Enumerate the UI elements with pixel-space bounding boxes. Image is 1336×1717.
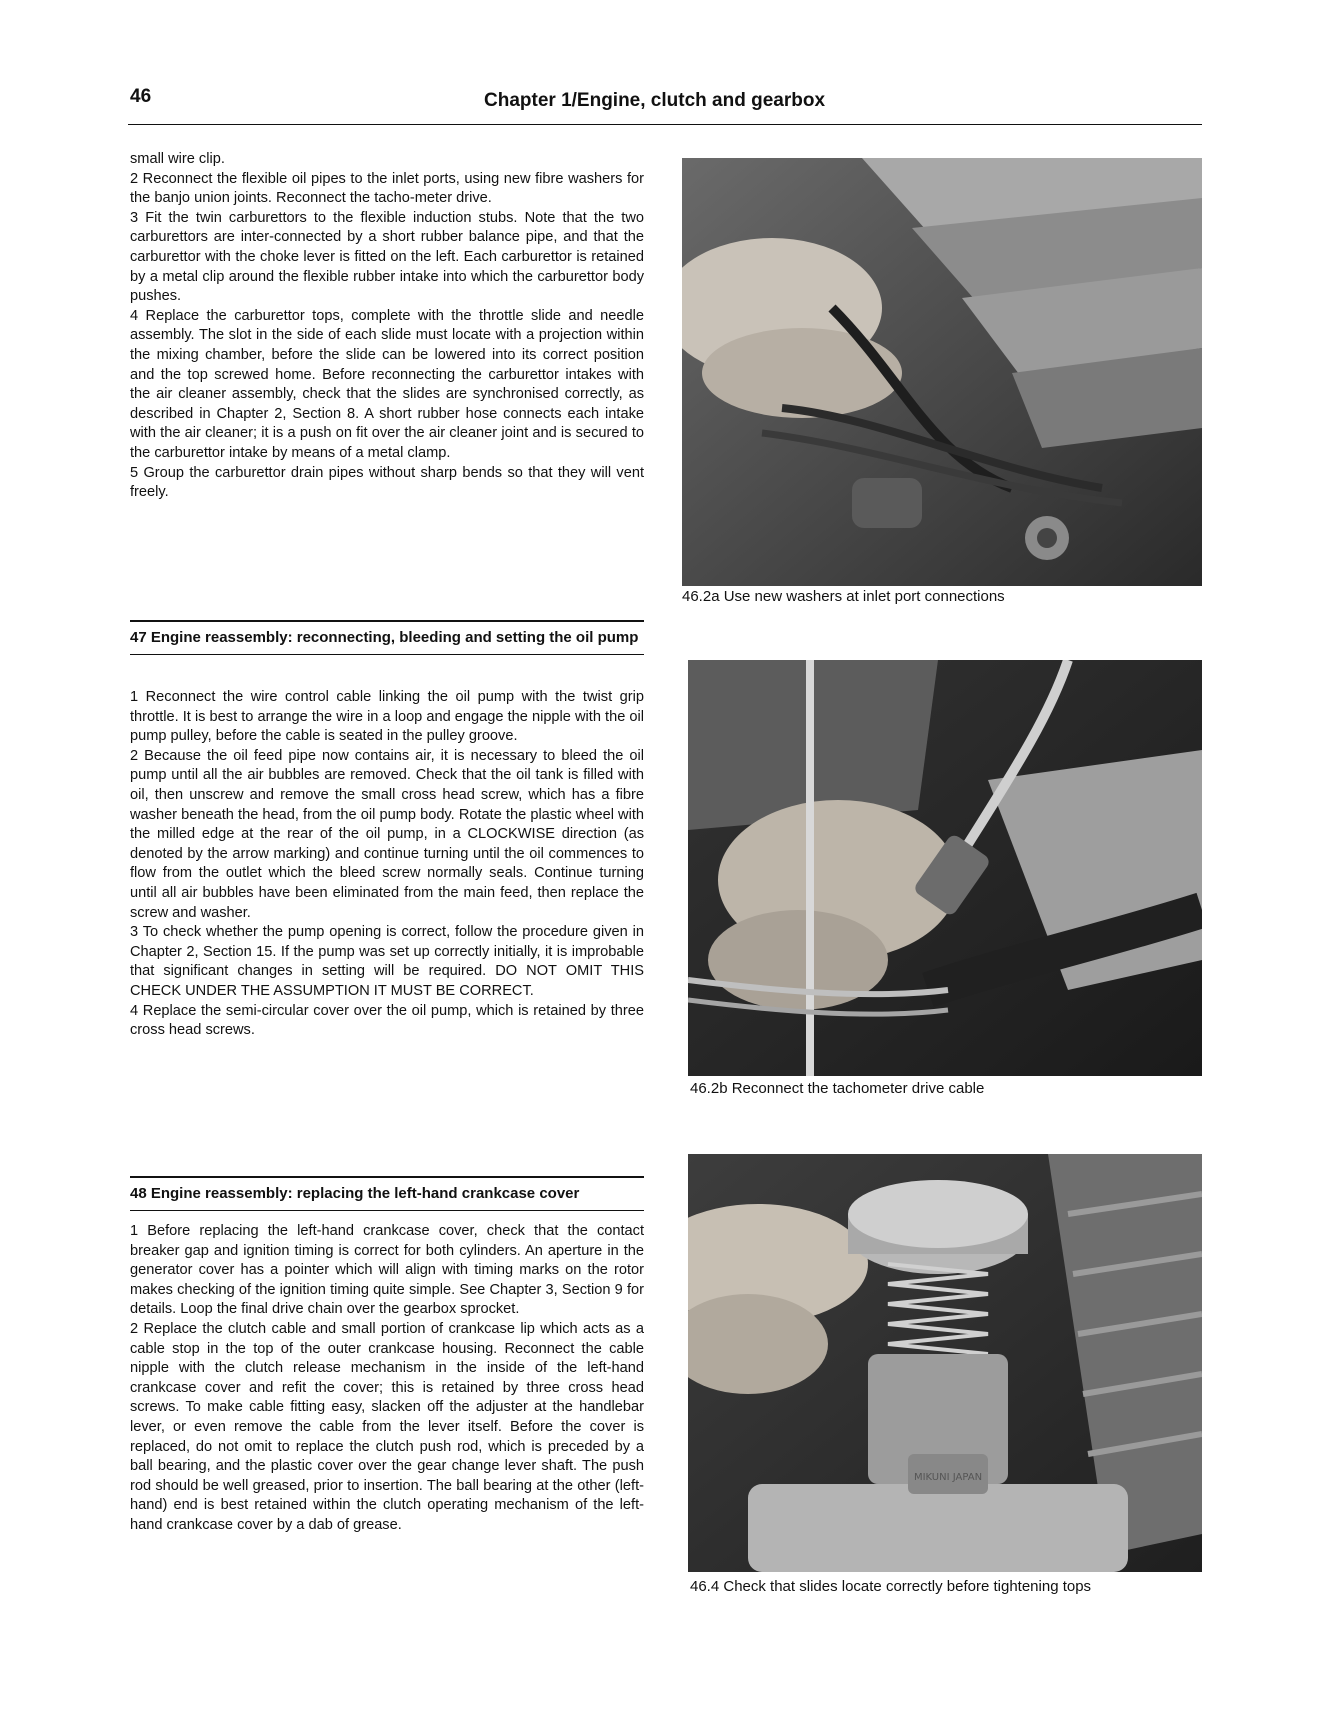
figure-caption-46-2a: 46.2a Use new washers at inlet port connections [682, 588, 1005, 605]
section-48-body [130, 1222, 644, 1536]
paragraph: 5 Group the carburettor drain pipes without sharp bends so that they will vent freely. [130, 464, 644, 501]
section-47-heading-box [130, 620, 644, 655]
paragraph: 2 Because the oil feed pipe now contains air, it is necessary to bleed the oil pump until all the air bubbles are removed. Check that the oil tank is filled with oil, then unscrew and remove the small cross head screw, which has a fibre washer beneath the head, from the oil pump body. Rotate the plastic wheel with the milled edge at the rear of the oil pump, in a CLOCKWISE direction (as denoted by the arrow marking) and continue turning until the oil commences to flow from the outlet which the bleed screw normally seals. Continue turning until all air bubbles have been eliminated from the main feed, then replace the screw and washer. [130, 747, 644, 921]
paragraph: 1 Before replacing the left-hand crankcase cover, check that the contact breaker gap and ignition timing is correct for both cylinders. An aperture in the generator cover has a pointer which will align with timing marks on the rotor makes checking of the ignition timing quite simple. See Chapter 3, Section 9 for details. Loop the final drive chain over the gearbox sprocket. [130, 1223, 644, 1318]
paragraph: 2 Replace the clutch cable and small portion of crankcase lip which acts as a cable stop in the top of the outer crankcase housing. Reconnect the cable nipple with the clutch release mechanism in the inside of the left-hand crankcase cover and refit the cover; this is retained by three cross head screws. To make cable fitting easy, slacken off the adjuster at the handlebar lever, or even remove the cable from the lever itself. Before the cover is replaced, do not omit to replace the clutch push rod, which is preceded by a ball bearing, and the plastic cover over the gear change lever shaft. The push rod should be well greased, prior to insertion. The ball bearing at the other (left-hand) end is best retained within the clutch operating mechanism of the left-hand crankcase cover by a dab of grease. [130, 1320, 644, 1533]
photo-tachometer-drive-cable [688, 660, 1202, 1076]
photo-illustration [688, 1154, 1202, 1572]
header-rule [128, 124, 1202, 125]
section-47-body [130, 688, 644, 1041]
paragraph: 2 Reconnect the flexible oil pipes to the inlet ports, using new fibre washers for the banjo union joints. Reconnect the tacho-meter drive. [130, 170, 644, 207]
photo-stamp-text: MIKUNI JAPAN [913, 1472, 983, 1483]
paragraph: 1 Reconnect the wire control cable linking the oil pump with the twist grip throttle. It is best to arrange the wire in a loop and engage the nipple with the oil pump pulley, before the cable is seated in the pulley groove. [130, 689, 644, 745]
figure-caption-46-4: 46.4 Check that slides locate correctly before tightening tops [690, 1578, 1092, 1595]
section-rule-bottom [130, 1210, 644, 1211]
section-rule-bottom [130, 654, 644, 655]
photo-illustration [688, 660, 1202, 1076]
figure-caption-46-2b: 46.2b Reconnect the tachometer drive cable [690, 1080, 985, 1097]
paragraph: small wire clip. [130, 151, 225, 167]
section-47-title: 47 Engine reassembly: reconnecting, bleeding and setting the oil pump [130, 629, 639, 646]
chapter-title: Chapter 1/Engine, clutch and gearbox [484, 90, 826, 111]
photo-carburettor-slides [688, 1154, 1202, 1572]
paragraph: 3 To check whether the pump opening is correct, follow the procedure given in Chapter 2, Section 15. If the pump was set up correctly initially, it is improbable that significant changes in setting will be required. DO NOT OMIT THIS CHECK UNDER THE ASSUMPTION IT MUST BE CORRECT. [130, 924, 644, 999]
photo-illustration [682, 158, 1202, 586]
paragraph: 4 Replace the carburettor tops, complete with the throttle slide and needle assembly. The slot in the side of each slide must locate with a projection within the mixing chamber, before the slide can be lowered into its correct position and the top screwed home. Before reconnecting the carburettor intakes with the air cleaner assembly, check that the slides are synchronised correctly, as described in Chapter 2, Section 8. A short rubber hose connects each intake with the air cleaner; it is a push on fit over the air cleaner joint and is secured to the carburettor intake by means of a metal clamp. [130, 307, 644, 461]
paragraph: 4 Replace the semi-circular cover over the oil pump, which is retained by three cross head screws. [130, 1002, 644, 1039]
section-48-title: 48 Engine reassembly: replacing the left-hand crankcase cover [130, 1185, 580, 1202]
intro-text-block [130, 150, 644, 503]
page-number: 46 [130, 86, 152, 107]
section-48-heading-box [130, 1176, 644, 1211]
photo-inlet-port-connections [682, 158, 1202, 586]
paragraph: 3 Fit the twin carburettors to the flexible induction stubs. Note that the two carburettors are inter-connected by a short rubber balance pipe, and that the carburettor with the choke lever is fitted on the left. Each carburettor is retained by a metal clip around the flexible rubber intake into which the carburettor body pushes. [130, 209, 644, 305]
